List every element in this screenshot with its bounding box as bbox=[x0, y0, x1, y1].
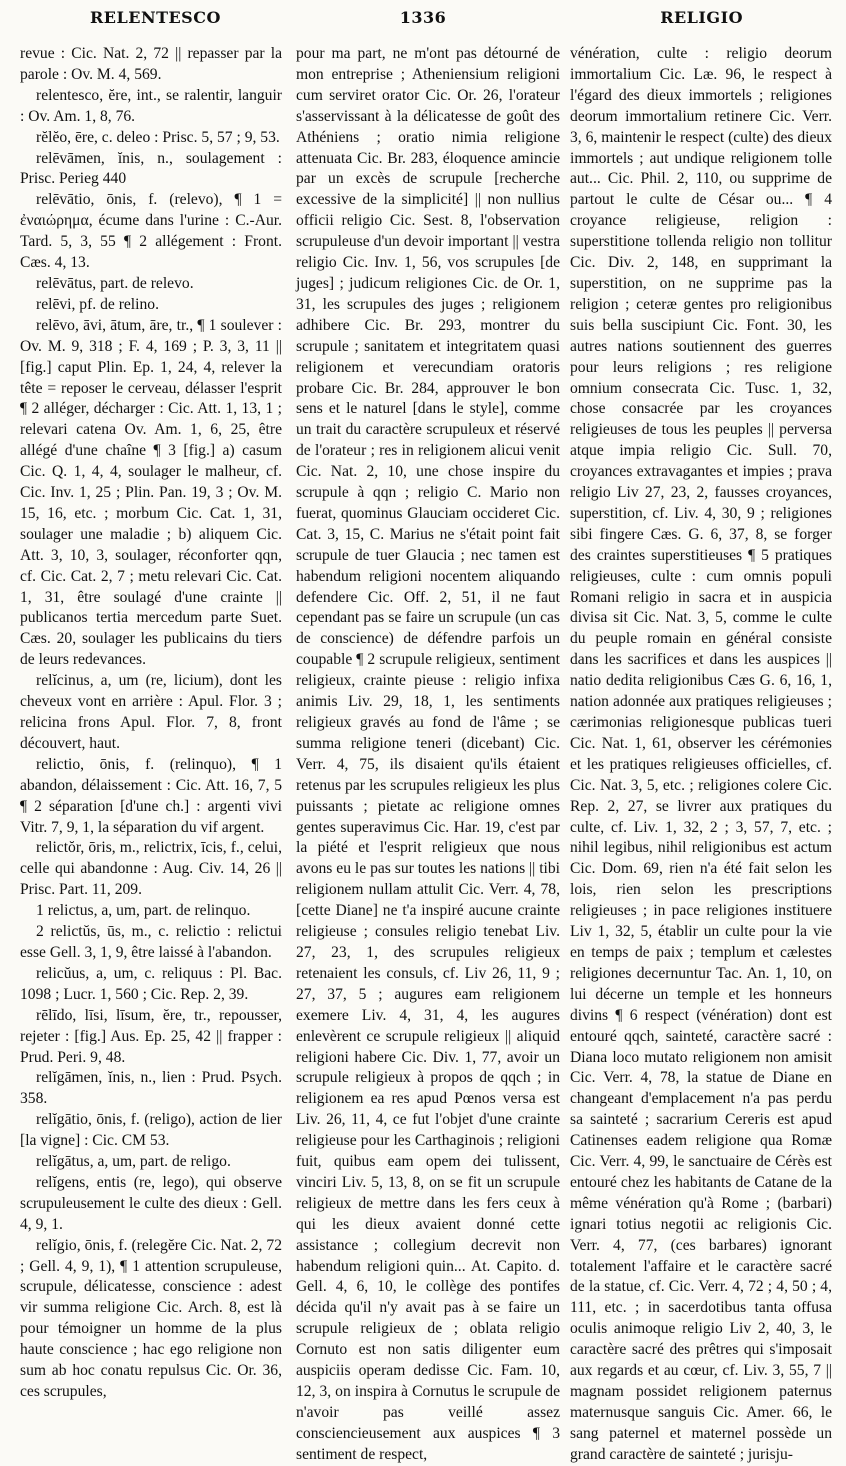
dictionary-entry: 2 relictŭs, ūs, m., c. relictio : relictui esse Gell. 3, 1, 9, être laissé à l'abandon. bbox=[20, 923, 282, 961]
dictionary-column-2 bbox=[296, 44, 560, 1463]
dictionary-entry: rēlīdo, līsi, līsum, ĕre, tr., repousser, rejeter : [fig.] Aus. Ep. 25, 42 || frapper : Prud. Peri. 9, 48. bbox=[20, 1006, 282, 1066]
dictionary-entry: pour ma part, ne m'ont pas détourné de mon entreprise ; Atheniensium religioni cum serviret orator Cic. Or. 26, l'orateur s'asservissant à la délicatesse de goût des Athéniens ; oratio nimia religione attenuata Cic. Br. 283, éloquence amincie par un excès de scrupule [recherche excessive de la simplicité] || non nullius officii religio Cic. Sest. 8, l'observation scrupuleuse d'un devoir important || vestra religio Cic. Inv. 1, 56, vos scrupules [de juges] ; judicum religiones Cic. de Or. 1, 31, les scrupules des juges ; religionem adhibere Cic. Br. 293, montrer du scrupule ; sanitatem et integritatem quasi religionem et verecundiam oratoris probare Cic. Br. 284, approuver le bon sens et le naturel [dans le style], comme un trait du caractère scrupuleux et réservé de l'orateur ; res in religionem alicui venit Cic. Nat. 2, 10, une chose inspire du scrupule à qqn ; religio C. Mario non fuerat, quominus Glauciam occideret Cic. Cat. 3, 15, C. Marius ne s'était point fait scrupule de tuer Glaucia ; nec tamen est habendum religioni nocentem aliquando defendere Cic. Off. 2, 51, il ne faut cependant pas se faire un scrupule (un cas de conscience) de défendre parfois un coupable ¶ 2 scrupule religieux, sentiment religieux, crainte pieuse : religio infixa animis Liv. 29, 18, 1, les sentiments religieux gravés au fond de l'âme ; se summa religione teneri (dicebant) Cic. Verr. 4, 75, ils disaient qu'ils étaient retenus par les scrupules religieux les plus puissants ; pietate ac religione omnes gentes superavimus Cic. Har. 19, c'est par la piété et l'esprit religieux que nous avons eu le pas sur toutes les nations || tibi religionem nullam attulit Cic. Verr. 4, 78, [cette Diane] ne t'a inspiré aucune crainte religieuse ; consules religio tenebat Liv. 27, 23, 1, des scrupules religieux retenaient les consuls, cf. Liv 26, 11, 9 ; 27, 37, 5 ; augures eam religionem exemere Liv. 4, 31, 4, les augures enlevèrent ce scrupule religieux || aliquid religioni habere Cic. Div. 1, 77, avoir un scrupule religieux à propos de qqch ; in religionem ea res apud Pœnos versa est Liv. 26, 11, 4, ce fut l'objet d'une crainte religieuse pour les Carthaginois ; religioni fuit, quibus eam opem dei tulissent, vinciri Liv. 5, 13, 8, on se fit un scrupule religieux de mettre dans les fers ceux à qui les dieux avaient donné cette assistance ; collegium decrevit non habendum religioni quin... At. Capito. d. Gell. 4, 6, 10, le collège des pontifes décida qu'il n'y avait pas à se faire un scrupule religieux de ; oblata religio Cornuto est non satis diligenter eum auspiciis operam dedisse Cic. Fam. 10, 12, 3, on inspira à Cornutus le scrupule de n'avoir pas veillé assez consciencieusement aux auspices ¶ 3 sentiment de respect, bbox=[296, 45, 560, 1463]
dictionary-entry: relĭgens, entis (re, lego), qui observe scrupuleusement le culte des dieux : Gell. 4, 9, 1. bbox=[20, 1173, 282, 1233]
dictionary-entry: relēvātio, ōnis, f. (relevo), ¶ 1 = ἐναιώρημα, écume dans l'urine : C.-Aur. Tard. 5, 3, 55 ¶ 2 allégement : Front. Cæs. 4, 13. bbox=[20, 191, 282, 272]
header-right-guide-word: RELIGIO bbox=[660, 8, 743, 27]
dictionary-entry: relēvi, pf. de relino. bbox=[36, 295, 159, 313]
page-header bbox=[0, 8, 846, 34]
dictionary-entry: vénération, culte : religio deorum immortalium Cic. Læ. 96, le respect à l'égard des dieux immortels ; religiones deorum immortalium retinere Cic. Verr. 3, 6, maintenir le respect (culte) des dieux immortels ; aut undique religionem tolle aut... Cic. Phil. 2, 110, ou supprime de partout le culte de César ou... ¶ 4 croyance religieuse, religion : superstitione tollenda religio non tollitur Cic. Div. 2, 148, en supprimant la superstition, on ne supprime pas la religion ; ceteræ gentes pro religionibus suis bella suscipiunt Cic. Font. 30, les autres nations soutiennent des guerres pour leurs religions ; res religione omnium consecrata Cic. Tusc. 1, 32, chose consacrée par les croyances religieuses de tous les peuples || perversa atque impia religio Cic. Sull. 70, croyances extravagantes et impies ; prava religio Liv 27, 23, 2, fausses croyances, superstition, cf. Liv. 4, 30, 9 ; religiones sibi fingere Cæs. G. 6, 37, 8, se forger des craintes superstitieuses ¶ 5 pratiques religieuses, culte : cum omnis populi Romani religio in sacra et in auspicia divisa sit Cic. Nat. 3, 5, comme le culte du peuple romain en général consiste dans les sacrifices et dans les auspices || natio dedita religionibus Cæs G. 6, 16, 1, nation adonnée aux pratiques religieuses ; cærimonias religionesque publicas tueri Cic. Nat. 1, 61, observer les cérémonies et les pratiques religieuses officielles, cf. Cic. Nat. 3, 5, etc. ; religiones colere Cic. Rep. 2, 27, se livrer aux pratiques du culte, cf. Liv. 1, 32, 2 ; 3, 57, 7, etc. ; nihil legibus, nihil religionibus est actum Cic. Dom. 69, rien n'a été fait selon les lois, rien selon les prescriptions religieuses ; in pace religiones instituere Liv 1, 32, 5, établir un culte pour la vie en temps de paix ; templum et cælestes religiones decernuntur Tac. An. 1, 10, on lui décerne un temple et les honneurs divins ¶ 6 respect (vénération) dont est entouré qqch, sainteté, caractère sacré : Diana loco mutato religionem non amisit Cic. Verr. 4, 78, la statue de Diane en changeant d'emplacement n'a pas perdu sa sainteté ; sacrarium Cereris est apud Catinenses eadem religione qua Romæ Cic. Verr. 4, 99, le sanctuaire de Cérès est entouré chez les habitants de Catane de la même vénération qu'à Rome ; (barbari) ignari totius negotii ac religionis Cic. Verr. 4, 77, (ces barbares) ignorant totalement l'affaire et le caractère sacré de la statue, cf. Cic. Verr. 4, 72 ; 4, 50 ; 4, 111, etc. ; in sacerdotibus tanta offusa oculis animoque religio Liv 2, 40, 3, le caractère sacré des prêtres qui s'imposait aux regards et au cœur, cf. Liv. 3, 55, 7 || magnam possidet religionem paternus maternusque sanguis Cic. Amer. 66, le sang paternel et maternel possède un grand caractère de sainteté ; jurisju- bbox=[570, 45, 832, 1463]
dictionary-column-3 bbox=[570, 44, 832, 1463]
dictionary-entry: revue : Cic. Nat. 2, 72 || repasser par la parole : Ov. M. 4, 569. bbox=[20, 45, 282, 83]
dictionary-entry: relĭgātus, a, um, part. de religo. bbox=[36, 1153, 231, 1171]
dictionary-entry: relictio, ōnis, f. (relinquo), ¶ 1 abandon, délaissement : Cic. Att. 16, 7, 5 ¶ 2 séparation [d'une ch.] : argenti vivi Vitr. 7, 9, 1, la séparation du vif argent. bbox=[20, 755, 282, 836]
dictionary-entry: relēvo, āvi, ātum, āre, tr., ¶ 1 soulever : Ov. M. 9, 318 ; F. 4, 169 ; P. 3, 3, 11 || [fig.] caput Plin. Ep. 1, 24, 4, relever la tête = reposer le cerveau, délasser l'esprit ¶ 2 alléger, décharger : Cic. Att. 1, 13, 1 ; relevari catena Ov. Am. 1, 6, 25, être allégé d'une chaîne ¶ 3 [fig.] a) casum Cic. Q. 1, 4, 4, soulager le malheur, cf. Cic. Inv. 1, 25 ; Plin. Pan. 19, 3 ; Ov. M. 15, 16, etc. ; morbum Cic. Cat. 1, 31, soulager une maladie ; b) aliquem Cic. Att. 3, 10, 3, soulager, réconforter qqn, cf. Cic. Cat. 2, 7 ; metu relevari Cic. Cat. 1, 31, être soulagé d'une crainte || publicanos tertia mercedum parte Suet. Cæs. 20, soulager les publicains du tiers de leurs redevances. bbox=[20, 316, 282, 669]
dictionary-entry: relictŏr, ōris, m., relictrix, īcis, f., celui, celle qui abandonne : Aug. Civ. 14, 26 || Prisc. Part. 11, 209. bbox=[20, 839, 282, 899]
dictionary-entry: 1 relictus, a, um, part. de relinquo. bbox=[36, 902, 251, 920]
dictionary-entry: relĭcinus, a, um (re, licium), dont les cheveux vont en arrière : Apul. Flor. 3 ; relicina frons Apul. Flor. 7, 8, front découvert, haut. bbox=[20, 672, 282, 752]
page-number: 1336 bbox=[399, 8, 447, 27]
dictionary-entry: relĭgātio, ōnis, f. (religo), action de lier [la vigne] : Cic. CM 53. bbox=[20, 1111, 282, 1150]
header-left-guide-word: RELENTESCO bbox=[90, 8, 221, 27]
dictionary-entry: relentesco, ĕre, int., se ralentir, languir : Ov. Am. 1, 8, 76. bbox=[20, 86, 282, 125]
dictionary-entry: relĭgio, ōnis, f. (relegĕre Cic. Nat. 2, 72 ; Gell. 4, 9, 1), ¶ 1 attention scrupuleuse, scrupule, délicatesse, conscience : adest vir summa religione Cic. Arch. 8, est là pour témoigner un homme de la plus haute conscience ; hac ego religione non sum ab hoc conatu repulsus Cic. Or. 36, ces scrupules, bbox=[20, 1236, 282, 1400]
dictionary-entry: rĕlĕo, ēre, c. deleo : Prisc. 5, 57 ; 9, 53. bbox=[36, 128, 280, 146]
dictionary-entry: relēvāmen, ĭnis, n., soulagement : Prisc. Perieg 440 bbox=[20, 149, 282, 188]
dictionary-entry: relĭgāmen, ĭnis, n., lien : Prud. Psych. 358. bbox=[20, 1069, 282, 1108]
dictionary-column-1 bbox=[20, 44, 282, 1400]
dictionary-entry: relēvātus, part. de relevo. bbox=[36, 274, 194, 292]
dictionary-entry: relicŭus, a, um, c. reliquus : Pl. Bac. 1098 ; Lucr. 1, 560 ; Cic. Rep. 2, 39. bbox=[20, 964, 282, 1003]
